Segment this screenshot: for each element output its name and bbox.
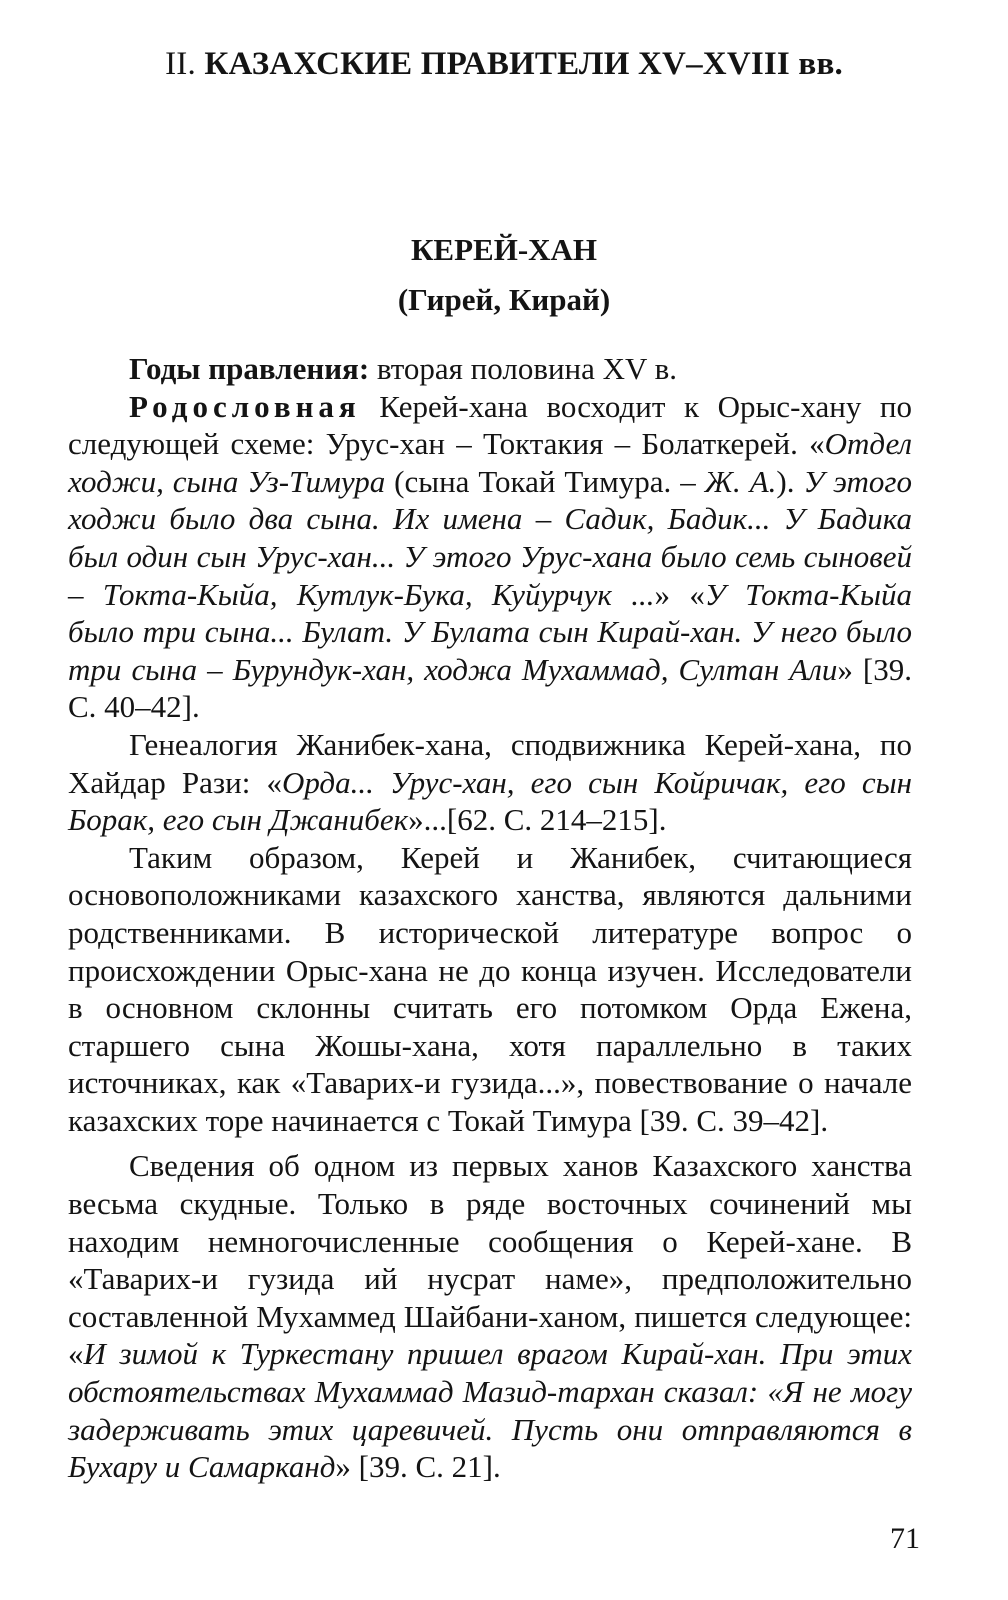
- zhanibek-text-2: »...[62. С. 214–215].: [408, 802, 667, 838]
- genealogy-text-5: » [39. С. 40–42].: [68, 651, 912, 725]
- genealogy-quote-3: У этого ходжи было два сына. Их имена – Садик, Бадик... У Бадика был один сын Урус-хан... У этого Урус-хана было семь сыновей – Токта-Кыйа, Кутлук-Бука, Куйурчук ...: [68, 463, 912, 612]
- zhanibek-quote: Орда... Урус-хан, его сын Койричак, его сын Борак, его сын Джанибек: [68, 764, 913, 838]
- running-head-title: КАЗАХСКИЕ ПРАВИТЕЛИ XV–XVIII вв.: [204, 46, 843, 82]
- running-head: [0, 46, 1008, 83]
- sources-quote: И зимой к Туркестану пришел врагом Кирай-хан. При этих обстоятельствах Мухаммад Мазид-тархан сказал: «Я не могу задерживать этих царевичей. Пусть они отправляются в Бухару и Самарканд: [68, 1336, 912, 1485]
- paragraph-origins: Таким образом, Керей и Жанибек, считающиеся основоположниками казахского ханства, являются дальними родственниками. В исторической литературе вопрос о происхождении Орыс-хана не до конца изучен. Исследователи в основном склонны считать его потомком Орда Ежена, старшего сына Жошы-хана, хотя параллельно в таких источниках, как «Таварих-и гузида...», повествование о начале казахских торе начинается с Токай Тимура [39. С. 39–42].: [68, 839, 912, 1138]
- genealogy-quote-4: У Токта-Кыйа было три сына... Булат. У Булата сын Кирай-хан. У него было три сына – Бурундук-хан, ходжа Мухаммад, Султан Али: [68, 576, 913, 687]
- genealogy-text-4: » «: [654, 576, 705, 612]
- reign-text: вторая половина XV в.: [369, 351, 678, 386]
- paragraph-zhanibek: [68, 726, 912, 839]
- page-number: 71: [890, 1522, 920, 1555]
- genealogy-text-1: Керей-хана восходит к Орыс-хану по следующей схеме: Урус-хан – Токтакия – Болаткерей. «: [68, 388, 912, 462]
- paragraph-reign: [68, 350, 912, 388]
- paragraph-genealogy: [68, 388, 912, 726]
- sources-text-1: Сведения об одном из первых ханов Казахского ханства весьма скудные. Только в ряде восточных сочинений мы находим немногочисленные сообщения о Керей-хане. В «Таварих-и гузида ий нусрат наме», предположительно составленной Мухаммед Шайбани-ханом, пишется следующее: «: [68, 1148, 912, 1372]
- genealogy-quote-2: Ж. А.: [704, 463, 777, 499]
- zhanibek-text-1: Генеалогия Жанибек-хана, сподвижника Керей-хана, по Хайдар Рази: «: [68, 726, 912, 800]
- sources-text-2: » [39. С. 21].: [335, 1449, 501, 1485]
- genealogy-quote-1: Отдел ходжи, сына Уз-Тимура: [68, 426, 912, 499]
- body-text: [68, 350, 912, 1486]
- paragraph-sources: [68, 1147, 912, 1485]
- genealogy-text-3: ).: [776, 463, 804, 499]
- chapter-subtitle: (Гирей, Кирай): [397, 282, 611, 317]
- running-head-number: II.: [165, 46, 196, 82]
- genealogy-text-2: (сына Токай Тимура. –: [385, 463, 705, 499]
- reign-label: Годы правления:: [129, 351, 370, 386]
- chapter-title: КЕРЕЙ-ХАН: [410, 232, 598, 267]
- genealogy-lead: Родословная: [129, 388, 361, 424]
